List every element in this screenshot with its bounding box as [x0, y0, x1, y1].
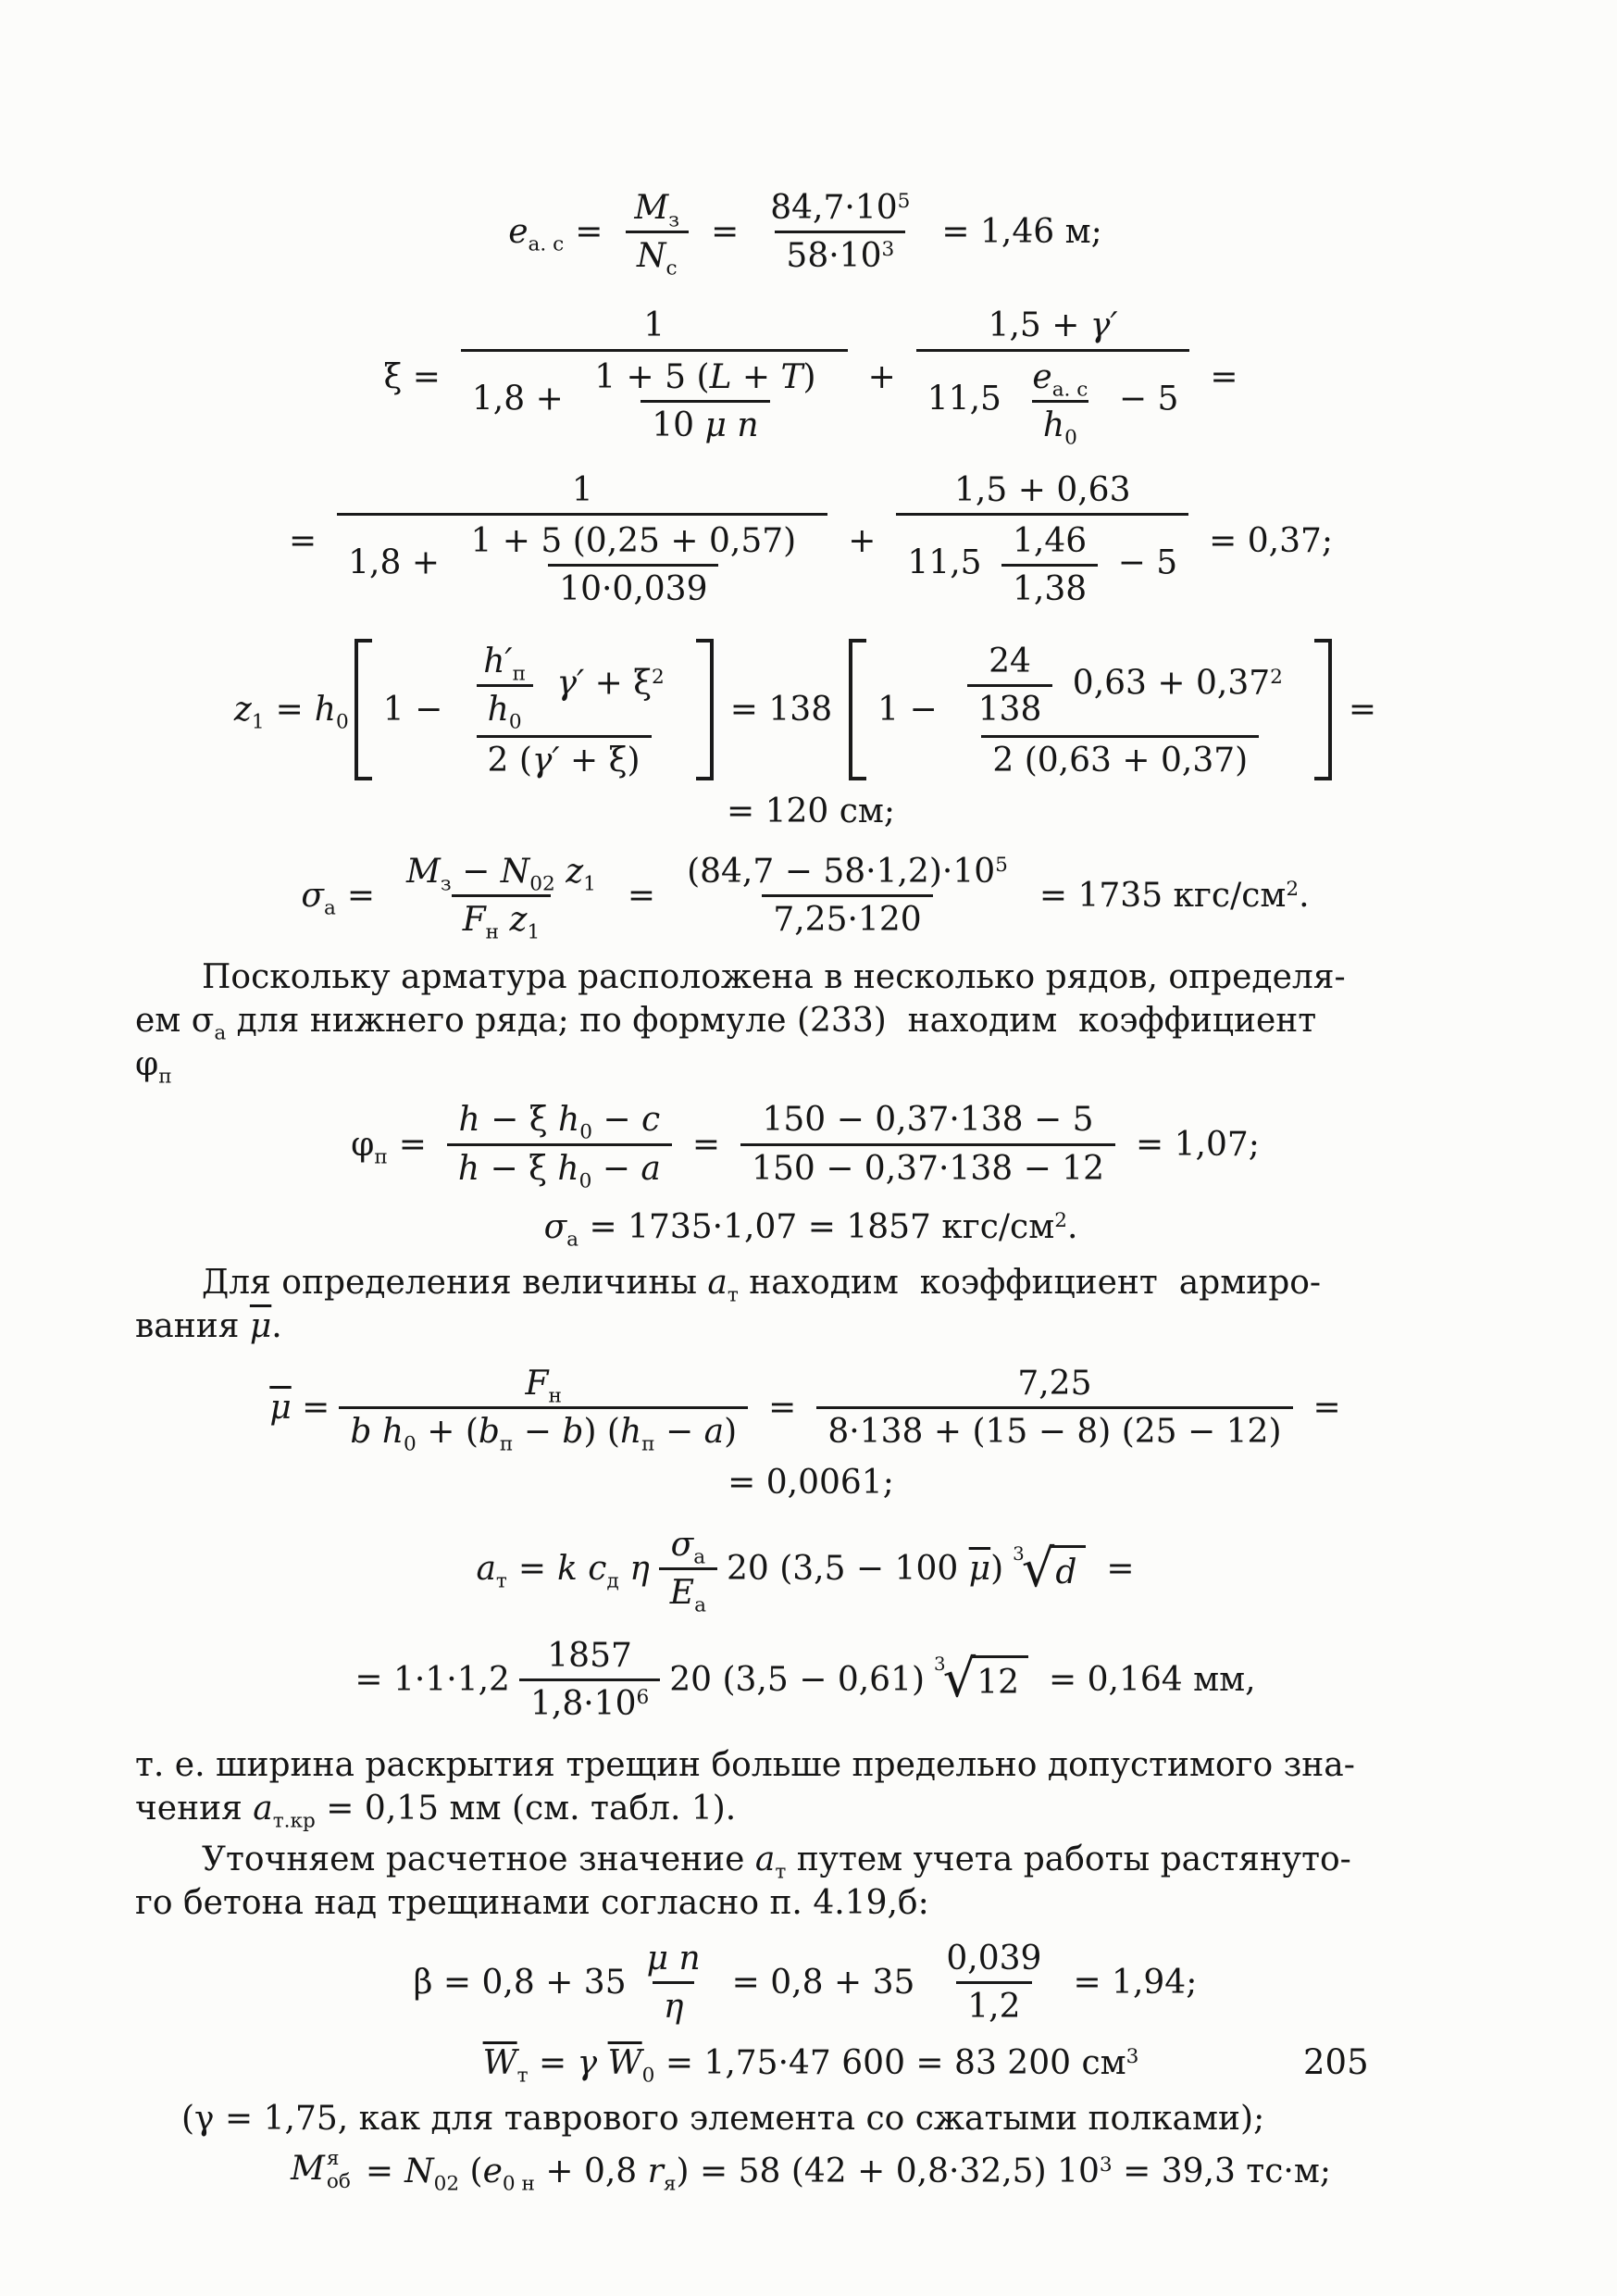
fraction [461, 303, 848, 451]
math-token: d [1050, 1545, 1086, 1593]
text-run: чения [135, 1789, 254, 1828]
math-token: п [499, 1432, 514, 1456]
math-token: 1 [643, 306, 665, 345]
math-token: = [575, 213, 603, 252]
math-token: F [462, 901, 486, 940]
math-token: п [374, 1145, 388, 1169]
math-token: μ n [704, 406, 759, 444]
math-token: 3 [1126, 2045, 1139, 2069]
math-token [499, 901, 509, 939]
math-token: 1 [583, 872, 596, 896]
fraction [452, 636, 676, 784]
math-token: − 5 [1107, 543, 1178, 582]
math-token: 2 [652, 665, 665, 689]
math-token: д [606, 1570, 619, 1593]
math-token: = [711, 213, 740, 252]
math-token: 1 − [382, 690, 443, 729]
page-content [135, 185, 1486, 2194]
math-token: h [457, 1149, 480, 1188]
math-token: ) [802, 357, 816, 396]
math-token: я [326, 2147, 340, 2171]
math-token: ( [469, 2152, 483, 2190]
math-token: 0 [404, 1432, 417, 1456]
math-token: т [516, 2064, 529, 2088]
math-token: T [780, 357, 803, 396]
math-token: 1,8 + [348, 543, 451, 582]
math-token: з [668, 208, 680, 232]
math-token: z [509, 901, 528, 940]
fraction [967, 639, 1053, 732]
math-token: 0 н [502, 2172, 535, 2196]
math-token: = [768, 1389, 797, 1427]
text-run: . [271, 1306, 282, 1345]
formula-at-symbolic [135, 1522, 1486, 1616]
math-token: E [669, 1574, 695, 1613]
math-token: 1 − [877, 690, 938, 729]
math-token: = [1106, 1550, 1135, 1589]
math-token [459, 2152, 469, 2190]
math-token: 10 [652, 406, 705, 444]
math-token: γ′ [531, 741, 560, 780]
math-token: = 0,8 + 35 [731, 1964, 915, 2003]
math-token: 150 − 0,37·138 − 12 [740, 1143, 1115, 1192]
formula-z1-result [135, 791, 1486, 832]
math-token: = 1,94; [1073, 1964, 1198, 2003]
math-token: e [508, 213, 529, 252]
math-token: M [634, 189, 669, 227]
math-token: e [1032, 357, 1052, 396]
square-bracket-right [696, 639, 714, 781]
square-bracket-right [1314, 639, 1332, 781]
math-token: − [591, 1149, 641, 1188]
math-token: φ [351, 1125, 375, 1164]
math-token: 10·0,039 [548, 564, 718, 612]
formula-m-ob [135, 2148, 1486, 2194]
cube-root: $^3$ √ 12 [934, 1655, 1028, 1703]
text-line [135, 1787, 1486, 1833]
math-token: 138 [967, 684, 1053, 732]
math-token: 0,039 [946, 1939, 1042, 1978]
math-token: = [1348, 690, 1377, 729]
math-token: = [528, 2044, 578, 2083]
math-token: 1,46 [1013, 522, 1088, 561]
fraction [916, 303, 1190, 451]
math-token: μ n [646, 1939, 701, 1978]
text-run: находим коэффициент армиро- [738, 1263, 1322, 1302]
math-token: − ξ [479, 1149, 558, 1188]
math-token: 0 [335, 710, 349, 734]
math-token: = [1312, 1389, 1341, 1427]
fraction [676, 849, 1019, 942]
math-token: 1,5 + 0,63 [954, 470, 1131, 509]
math-token: = [627, 877, 656, 916]
math-token: $\overline{W}$ [482, 2044, 517, 2083]
math-token: . [1066, 1207, 1078, 1246]
formula-mu [135, 1361, 1486, 1454]
math-token: γ′ [546, 664, 585, 703]
text-run: для нижнего ряда; по формуле (233) находим коэффициент [226, 1002, 1317, 1041]
math-token: 1,38 [1001, 564, 1098, 612]
math-token: 12 [971, 1655, 1028, 1703]
math-token: з [440, 872, 452, 896]
math-token: 7,25 [1017, 1364, 1092, 1403]
math-token: т [775, 1860, 787, 1884]
math-token: M [406, 853, 441, 892]
fraction [636, 1936, 712, 2029]
fraction [1001, 518, 1098, 612]
math-token: b [562, 1413, 584, 1451]
paragraph-refine [135, 1838, 1486, 1925]
sup-sub-stack [327, 2148, 351, 2194]
math-token: 7,25·120 [762, 894, 932, 942]
text-line [135, 1261, 1486, 1307]
math-token: = 1,07; [1135, 1125, 1260, 1164]
math-token: b h [350, 1413, 404, 1451]
math-token: 02 [529, 872, 555, 896]
math-token: σ [301, 877, 324, 916]
math-token: 1 [251, 710, 265, 734]
fraction [337, 468, 827, 616]
text-run: Для определения величины [202, 1263, 708, 1302]
math-token: н [548, 1384, 562, 1408]
math-token: a [253, 1789, 273, 1828]
math-token: h [619, 1413, 642, 1451]
math-token: = [517, 1550, 547, 1589]
formula-at-numeric [135, 1633, 1486, 1727]
square-bracket-left [354, 639, 372, 781]
math-token: γ′ [1089, 306, 1118, 345]
math-token: 8·138 + (15 − 8) (25 − 12) [816, 1406, 1292, 1454]
math-token: 1857 [547, 1636, 632, 1675]
math-token: 2 [1270, 665, 1283, 689]
formula-xi-numeric [135, 468, 1486, 616]
math-token: σ [543, 1207, 567, 1246]
math-token: $\overline{W}$ [607, 2044, 642, 2083]
math-token: a [641, 1149, 661, 1188]
math-token: β = 0,8 + 35 [413, 1964, 627, 2003]
math-token: M [291, 2150, 325, 2189]
square-bracket-left [849, 639, 866, 781]
math-token: а [694, 1594, 706, 1617]
math-token: − ξ [479, 1101, 559, 1140]
paragraph-mu-intro [135, 1261, 1486, 1348]
math-token: σ [670, 1526, 694, 1565]
math-token: η [653, 1981, 695, 2029]
math-token: 11,5 [927, 380, 1013, 418]
fraction [935, 1936, 1052, 2029]
math-token: = [365, 2152, 394, 2190]
math-token: 0 [508, 710, 522, 734]
formula-xi-symbolic [135, 303, 1486, 451]
math-token: = 0,0061; [728, 1464, 894, 1503]
math-token: 0 [641, 2064, 655, 2088]
math-token: η [618, 1550, 650, 1589]
formula-beta [135, 1936, 1486, 2029]
math-token: − 5 [1108, 380, 1179, 418]
math-token: п [158, 1066, 172, 1090]
math-token: 84,7·10 [770, 189, 898, 227]
math-token: = 39,3 тс·м; [1112, 2152, 1331, 2190]
math-token: 1 [527, 920, 541, 944]
math-token: а [566, 1228, 579, 1252]
math-token: c [641, 1101, 661, 1140]
math-token: т.кр [272, 1809, 316, 1833]
math-token: об [326, 2170, 351, 2194]
math-token: a [754, 1840, 776, 1878]
text-line [135, 1304, 1486, 1348]
math-token: = [288, 522, 317, 561]
math-token: + 0,8 [534, 2152, 648, 2190]
math-token: ) [990, 1550, 1004, 1589]
math-token: ) = 58 (42 + 0,8·32,5) 10 [676, 2152, 1100, 2190]
fraction [1021, 355, 1099, 448]
math-token: н [485, 920, 500, 944]
math-token: = [275, 690, 304, 729]
math-token: ) [724, 1413, 738, 1451]
math-token: = 1·1·1,2 [354, 1660, 510, 1699]
math-token: 1 + 5 (0,25 + 0,57) [470, 522, 797, 561]
fraction [459, 518, 807, 612]
math-token: 5 [995, 854, 1008, 878]
paragraph-gamma-note: (γ = 1,75, как для таврового элемента со сжатыми полками); [181, 2100, 1265, 2139]
math-token: a [476, 1550, 496, 1589]
math-token: z [566, 853, 584, 892]
radical-icon: √ [942, 1649, 976, 1710]
formula-e-ac [135, 185, 1486, 279]
math-token: N [500, 853, 530, 892]
math-token: = 0,164 мм, [1049, 1660, 1256, 1699]
math-token: = [1210, 357, 1238, 396]
math-token: 2 [1054, 1208, 1067, 1232]
math-token: ) ( [583, 1413, 620, 1451]
math-token: − [591, 1101, 642, 1140]
formula-wt [135, 2042, 1486, 2088]
math-token: 2 [1286, 878, 1300, 902]
fraction [659, 1522, 717, 1616]
math-token: e [482, 2152, 503, 2190]
math-token: 1,8·10 [529, 1684, 637, 1723]
math-token: z [233, 690, 252, 729]
math-token: = [291, 1389, 330, 1427]
text-run: путем учета работы растянуто- [786, 1840, 1351, 1878]
text-line: Поскольку арматура расположена в несколько рядов, определя- [202, 958, 1346, 997]
math-token: а. с [1051, 378, 1088, 402]
math-token: 150 − 0,37·138 − 5 [762, 1101, 1094, 1140]
math-token: 02 [433, 2172, 460, 2196]
math-token: 6 [636, 1685, 650, 1709]
math-token: 0 [1064, 426, 1077, 450]
fraction [447, 1097, 672, 1191]
math-token: 2 (0,63 + 0,37) [981, 735, 1259, 783]
math-token: = 1,46 м; [941, 213, 1102, 252]
math-token: = [398, 1125, 427, 1164]
text-line [135, 1838, 1486, 1884]
math-token: N [404, 2152, 434, 2190]
math-token: 20 (3,5 − 100 [726, 1550, 969, 1589]
text-line: го бетона над трещинами согласно п. 4.19,б: [135, 1883, 929, 1922]
math-token: + [848, 522, 877, 561]
cube-root: $^3$ √ d [1013, 1545, 1086, 1593]
text-run: ем σ [135, 1002, 215, 1041]
math-token: я [663, 2172, 677, 2196]
math-token: h [314, 690, 336, 729]
math-token: − [513, 1413, 563, 1451]
math-token: а. с [528, 232, 565, 256]
math-token: п [512, 662, 527, 686]
math-token: = 0,37; [1209, 522, 1334, 561]
fraction [395, 849, 607, 942]
formula-mu-result [135, 1462, 1486, 1504]
math-token [555, 853, 566, 891]
math-token: = [346, 877, 376, 916]
text-line [135, 999, 1486, 1046]
math-token: 58·10 [786, 237, 882, 276]
math-token: r [647, 2152, 664, 2190]
math-token: N [636, 237, 666, 276]
radical-icon: √ [1021, 1538, 1055, 1599]
math-token: + [731, 357, 781, 396]
math-token: с [665, 256, 678, 281]
math-token: 1,2 [956, 1981, 1031, 2029]
fraction [947, 636, 1294, 784]
math-token: = 120 см; [726, 792, 896, 831]
formula-sigma-a [135, 849, 1486, 942]
math-token: а [693, 1545, 706, 1569]
math-token: + ξ) [559, 741, 641, 780]
math-token: = 1735·1,07 = 1857 кгс/см [578, 1207, 1055, 1246]
math-token: h [558, 1101, 580, 1140]
math-token: L [709, 357, 732, 396]
math-token: 1 [571, 470, 593, 509]
math-token: h [557, 1149, 579, 1188]
text-run: вания [135, 1306, 250, 1345]
fraction [623, 185, 690, 279]
math-token: 1 + 5 ( [594, 357, 710, 396]
math-token: h [487, 690, 509, 729]
math-token: h [1042, 406, 1065, 444]
math-token: b [478, 1413, 500, 1451]
text-run: Уточняем расчетное значение [202, 1840, 755, 1878]
math-token: h′ [483, 642, 513, 680]
math-token: 2 ( [487, 741, 532, 780]
math-token: = 1,75·47 600 = 83 200 см [654, 2044, 1126, 2083]
math-token: т [495, 1570, 507, 1593]
text-line [135, 1042, 1486, 1090]
fraction [816, 1361, 1292, 1454]
math-token: 3 [881, 238, 895, 262]
math-token: 5 [897, 190, 911, 214]
fraction [519, 1633, 660, 1727]
math-token: 20 (3,5 − 0,61) [669, 1660, 926, 1699]
fraction [896, 468, 1188, 616]
math-token: $\overline{\mu}$ [968, 1550, 991, 1589]
math-token: = 138 [729, 690, 833, 729]
math-token: а [323, 896, 336, 920]
text-run: = 0,15 мм (см. табл. 1). [315, 1789, 737, 1828]
math-token: $\overline{\mu}$ [249, 1306, 272, 1345]
fraction [740, 1097, 1115, 1191]
page-number: 205 [1303, 2042, 1369, 2082]
fraction [472, 639, 537, 732]
math-token: 0,63 + 0,37 [1062, 664, 1271, 703]
math-token: (84,7 − 58·1,2)·10 [687, 853, 996, 892]
paragraph-crack-width [135, 1743, 1486, 1833]
math-token: − [451, 853, 501, 892]
formula-sigma-a-corrected [135, 1206, 1486, 1252]
text-line: т. е. ширина раскрытия трещин больше предельно допустимого зна- [135, 1745, 1355, 1784]
math-token: 0 [579, 1121, 592, 1145]
math-token: + [867, 357, 896, 396]
math-token: 3 [1099, 2152, 1113, 2177]
fraction [759, 185, 921, 279]
math-token: ξ = [383, 357, 441, 396]
formula-z1 [135, 636, 1486, 784]
math-token: = [691, 1125, 721, 1164]
math-token: F [525, 1364, 549, 1403]
math-token: φ [135, 1045, 159, 1084]
math-token: a [703, 1413, 725, 1451]
math-token: h [458, 1101, 480, 1140]
math-token: $\overline{\mu}$ [269, 1389, 292, 1427]
fraction [583, 355, 827, 448]
math-token: т [727, 1283, 739, 1307]
math-token: + ( [416, 1413, 479, 1451]
math-token: + ξ [584, 664, 653, 703]
math-token: а [214, 1022, 227, 1046]
math-token: 1,5 + [988, 306, 1090, 345]
math-token: = 1735 кгс/см [1039, 877, 1287, 916]
math-token: a [707, 1263, 728, 1302]
math-token: п [641, 1432, 655, 1456]
math-token: 11,5 [907, 543, 992, 582]
math-token: 1,8 + [471, 380, 575, 418]
math-token: γ [577, 2044, 608, 2083]
math-token: . [1299, 877, 1310, 916]
math-token: k c [557, 1550, 607, 1589]
math-token: 24 [989, 642, 1031, 680]
math-token: − [654, 1413, 704, 1451]
fraction [339, 1361, 748, 1454]
formula-phi-p [135, 1097, 1486, 1191]
math-token: 0 [578, 1169, 592, 1193]
paragraph-arrangement [135, 955, 1486, 1090]
